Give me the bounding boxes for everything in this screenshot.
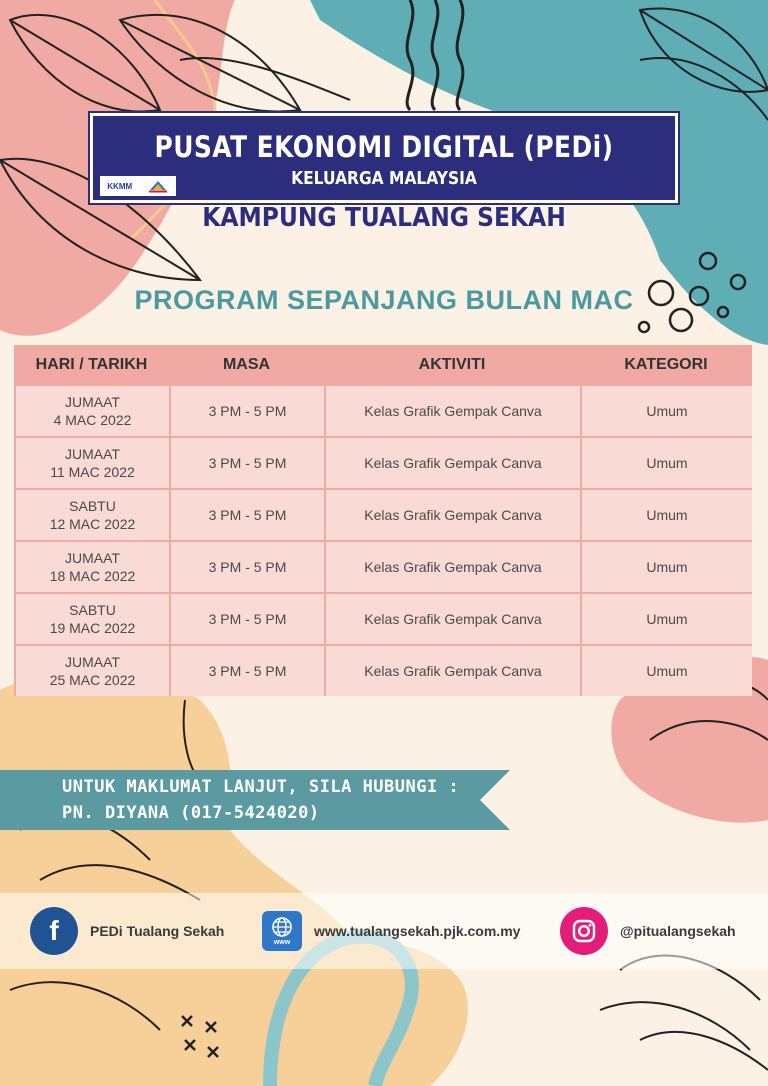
cell-date [16, 542, 169, 592]
cell-date [16, 438, 169, 488]
cell-category: Umum [582, 646, 752, 696]
schedule-table [14, 345, 752, 696]
cell-activity: Kelas Grafik Gempak Canva [326, 594, 580, 644]
facebook-icon: f [30, 907, 78, 955]
cell-category: Umum [582, 438, 752, 488]
cell-activity: Kelas Grafik Gempak Canva [326, 542, 580, 592]
header-masa: MASA [222, 356, 271, 373]
cell-category: Umum [582, 386, 752, 436]
table-header [14, 345, 752, 385]
cell-date [16, 594, 169, 644]
header-banner [90, 113, 678, 203]
table-row [14, 646, 752, 696]
cell-category: Umum [582, 594, 752, 644]
cell-time: 3 PM - 5 PM [171, 490, 324, 540]
day-text: JUMAAT [65, 550, 120, 566]
header-hari-tarikh: HARI / TARIKH [35, 356, 148, 373]
location-title: KAMPUNG TUALANG SEKAH [202, 203, 566, 233]
cell-activity: Kelas Grafik Gempak Canva [326, 646, 580, 696]
day-text: SABTU [69, 602, 116, 618]
program-title: PROGRAM SEPANJANG BULAN MAC [134, 285, 634, 315]
date-text: 19 MAC 2022 [49, 620, 136, 636]
globe-icon [262, 911, 302, 951]
date-text: 25 MAC 2022 [49, 672, 136, 688]
table-row [14, 490, 752, 540]
logo-strip [100, 176, 176, 196]
header-subtitle: KELUARGA MALAYSIA [291, 168, 477, 189]
instagram-icon [560, 907, 608, 955]
cell-activity: Kelas Grafik Gempak Canva [326, 386, 580, 436]
table-row [14, 438, 752, 488]
cell-category: Umum [582, 542, 752, 592]
date-text: 12 MAC 2022 [49, 516, 136, 532]
day-text: JUMAAT [65, 654, 120, 670]
header-aktiviti: AKTIVITI [418, 356, 486, 373]
facebook-label: PEDi Tualang Sekah [90, 923, 225, 939]
day-text: SABTU [69, 498, 116, 514]
date-text: 4 MAC 2022 [53, 412, 132, 428]
date-text: 18 MAC 2022 [49, 568, 136, 584]
cell-activity: Kelas Grafik Gempak Canva [326, 438, 580, 488]
contact-person: PN. DIYANA (017-5424020) [62, 803, 320, 823]
contact-heading: UNTUK MAKLUMAT LANJUT, SILA HUBUNGI : [62, 777, 460, 797]
table-body [14, 386, 752, 698]
cell-time: 3 PM - 5 PM [171, 386, 324, 436]
table-row [14, 386, 752, 436]
header-kategori: KATEGORI [624, 356, 708, 373]
facebook-link[interactable] [30, 907, 224, 955]
cell-date [16, 386, 169, 436]
cell-activity: Kelas Grafik Gempak Canva [326, 490, 580, 540]
kkmm-logo: KKMM [107, 181, 133, 191]
www-text: www [273, 939, 291, 946]
day-text: JUMAAT [65, 446, 120, 462]
cell-date [16, 490, 169, 540]
digital-logo [147, 179, 169, 193]
header-title: PUSAT EKONOMI DIGITAL (PEDi) [154, 130, 614, 164]
cell-time: 3 PM - 5 PM [171, 594, 324, 644]
instagram-label: @pitualangsekah [620, 923, 736, 939]
date-text: 11 MAC 2022 [50, 464, 135, 480]
table-row [14, 542, 752, 592]
website-label: www.tualangsekah.pjk.com.my [314, 923, 521, 939]
website-link[interactable] [262, 911, 520, 951]
cell-category: Umum [582, 490, 752, 540]
cell-date [16, 646, 169, 696]
cell-time: 3 PM - 5 PM [171, 438, 324, 488]
cell-time: 3 PM - 5 PM [171, 646, 324, 696]
cell-time: 3 PM - 5 PM [171, 542, 324, 592]
day-text: JUMAAT [65, 394, 120, 410]
instagram-link[interactable] [560, 907, 736, 955]
table-row [14, 594, 752, 644]
